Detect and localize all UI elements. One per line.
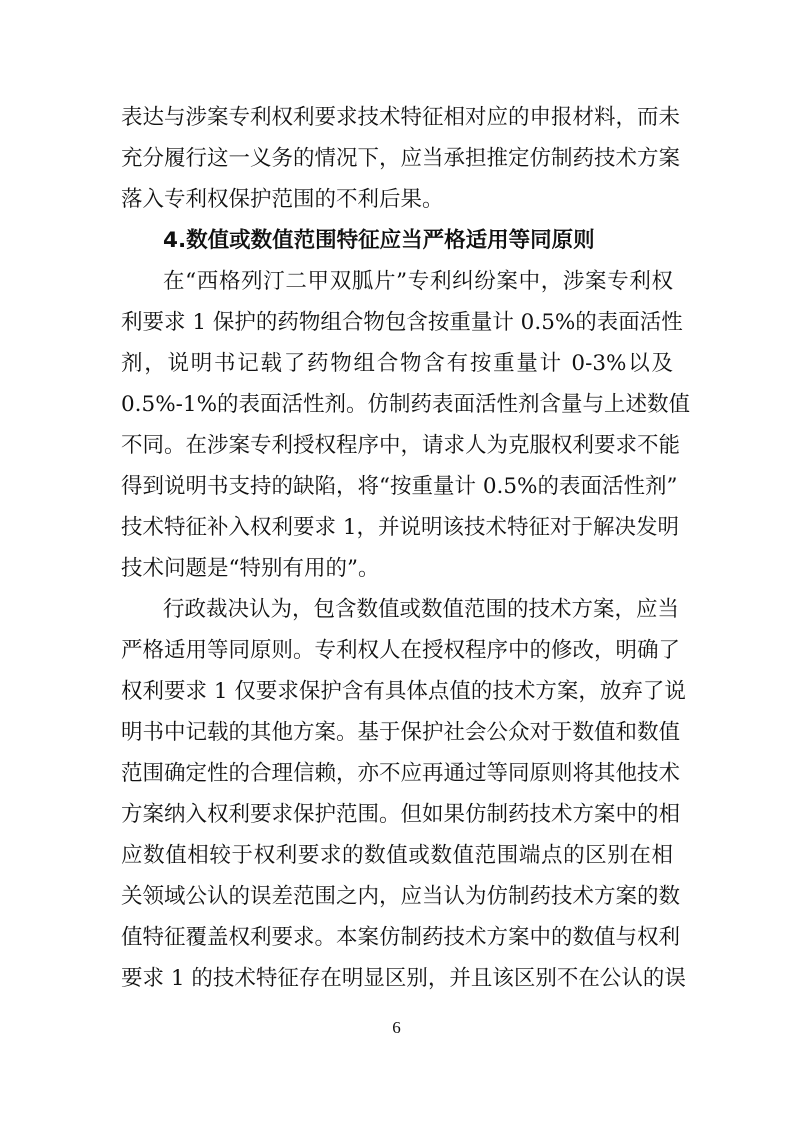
paragraph-2-line-6: 得到说明书支持的缺陷，将“按重量计 0.5%的表面活性剂” [121, 474, 678, 499]
paragraph-3-line-2: 严格适用等同原则。专利权人在授权程序中的修改，明确了 [121, 638, 681, 663]
paragraph-3-line-1: 行政裁决认为，包含数值或数值范围的技术方案，应当 [163, 597, 680, 622]
paragraph-3-line-8: 关领域公认的误差范围之内，应当认为仿制药技术方案的数 [121, 884, 681, 909]
paragraph-3-line-5: 范围确定性的合理信赖，亦不应再通过等同原则将其他技术 [121, 761, 681, 786]
paragraph-2-line-5: 不同。在涉案专利授权程序中，请求人为克服权利要求不能 [121, 433, 681, 458]
paragraph-3-line-3: 权利要求 1 仅要求保护含有具体点值的技术方案，放弃了说 [121, 679, 686, 704]
paragraph-3-line-10: 要求 1 的技术特征存在明显区别，并且该区别不在公认的误 [121, 966, 686, 991]
paragraph-3-line-9: 值特征覆盖权利要求。本案仿制药技术方案中的数值与权利 [121, 925, 681, 950]
paragraph-1-line-2: 充分履行这一义务的情况下，应当承担推定仿制药技术方案 [121, 146, 681, 171]
section-heading: 4.数值或数值范围特征应当严格适用等同原则 [163, 228, 595, 253]
paragraph-3-line-6: 方案纳入权利要求保护范围。但如果仿制药技术方案中的相 [121, 802, 681, 827]
paragraph-2-line-8: 技术问题是“特别有用的”。 [121, 556, 380, 581]
paragraph-2-line-7: 技术特征补入权利要求 1，并说明该技术特征对于解决发明 [121, 515, 680, 540]
paragraph-2-line-2: 利要求 1 保护的药物组合物包含按重量计 0.5%的表面活性 [121, 310, 683, 335]
paragraph-2-line-1: 在“西格列汀二甲双胍片”专利纠纷案中，涉案专利权 [163, 269, 673, 294]
page-number: 6 [392, 1018, 401, 1037]
paragraph-3-line-7: 应数值相较于权利要求的数值或数值范围端点的区别在相 [121, 843, 673, 868]
paragraph-3-line-4: 明书中记载的其他方案。基于保护社会公众对于数值和数值 [121, 720, 681, 745]
paragraph-2-line-4: 0.5%-1%的表面活性剂。仿制药表面活性剂含量与上述数值 [121, 392, 690, 417]
paragraph-1-line-3: 落入专利权保护范围的不利后果。 [121, 187, 444, 212]
paragraph-2-line-3: 剂，说明书记载了药物组合物含有按重量计 0-3%以及 [121, 351, 673, 376]
paragraph-1-line-1: 表达与涉案专利权利要求技术特征相对应的申报材料，而未 [121, 105, 681, 130]
